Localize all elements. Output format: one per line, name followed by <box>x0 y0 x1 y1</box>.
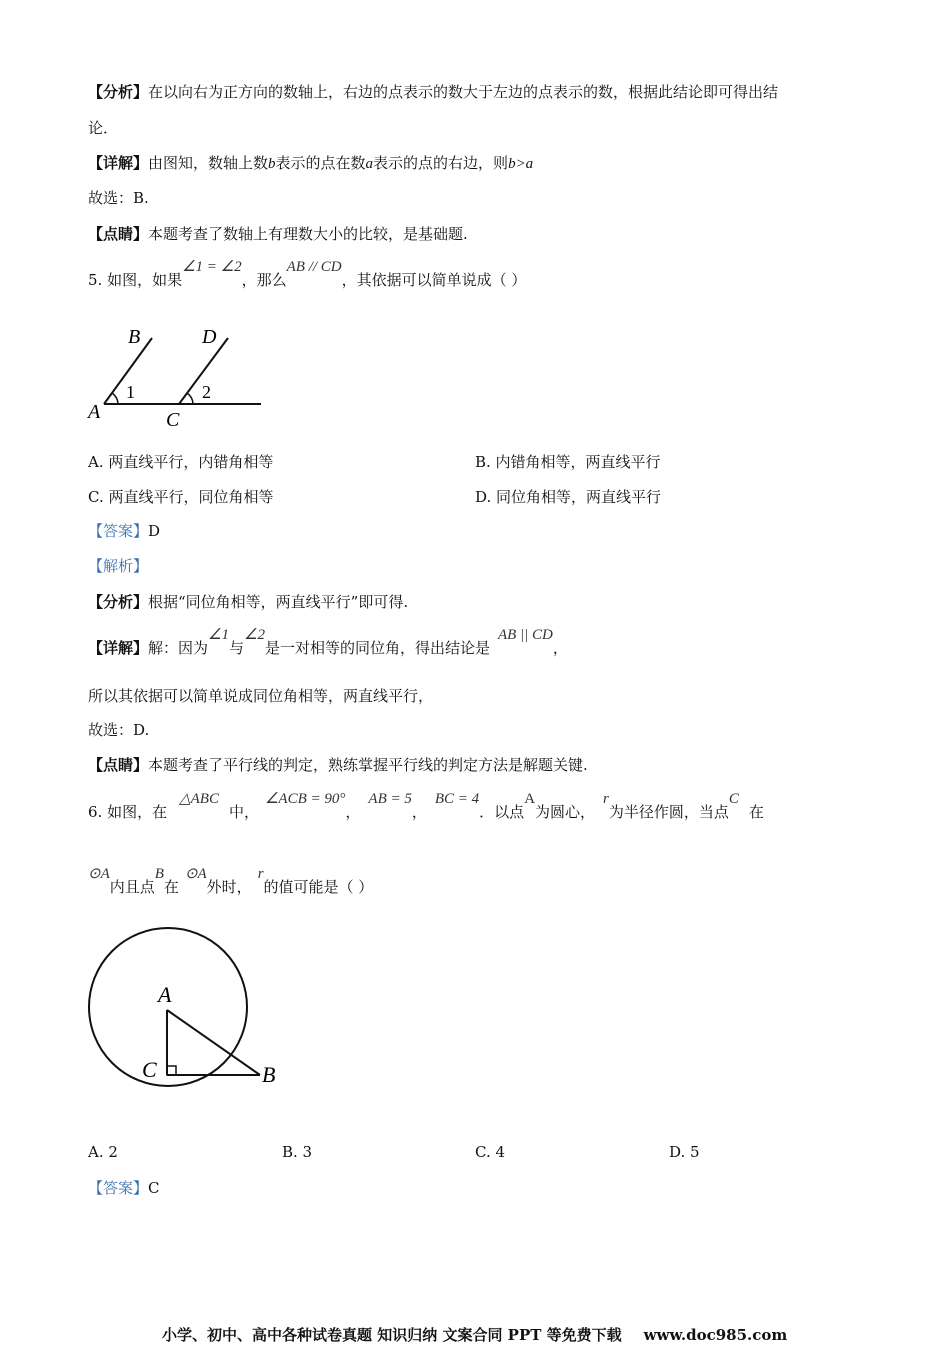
q6-option-c[interactable]: C. 4 <box>475 1143 506 1161</box>
q4-detail-mid2: 表示的点的右边，则 <box>373 154 509 172</box>
q6-answer-tag: 【答案】 <box>88 1179 149 1197</box>
q5-comment <box>88 755 588 775</box>
q4-analysis <box>88 82 778 102</box>
q6-math-b: B <box>154 866 164 882</box>
q6-stem-zai2: 在 <box>163 878 179 896</box>
q5-detail-and: 与 <box>228 639 244 657</box>
q5-math-concl: AB // CD <box>286 259 342 275</box>
q5-detail-line2: 所以其依据可以简单说成同位角相等，两直线平行， <box>88 687 434 705</box>
q5-arc-1 <box>112 393 118 404</box>
q5-label-2: 2 <box>202 382 211 402</box>
q6-math-tri: △ABC <box>179 791 219 807</box>
q4-detail-result: b>a <box>508 156 534 172</box>
q5-analysis-text: 根据“同位角相等，两直线平行”即可得. <box>148 593 409 611</box>
q5-answer-tag: 【答案】 <box>88 522 149 540</box>
q5-stem-pre: 5. 如图，如果 <box>88 271 183 289</box>
q6-math-bc: BC = 4 <box>434 791 480 807</box>
q5-math-angle2: ∠2 <box>244 627 265 643</box>
q5-stem-mid: ，那么 <box>241 271 287 289</box>
q6-comma2: ， <box>411 803 427 821</box>
q5-math-parallel: AB || CD <box>497 627 553 643</box>
q4-detail-text: 由图知，数轴上数 <box>148 154 269 172</box>
q4-detail-tag: 【详解】 <box>88 154 149 172</box>
q6-math-a: A <box>524 791 536 807</box>
q4-choose: 故选：B. <box>88 189 149 207</box>
q4-analysis-tag: 【分析】 <box>88 83 149 101</box>
q5-detail <box>88 627 568 659</box>
q5-arc-2 <box>187 393 193 404</box>
q4-var-b: b <box>268 156 276 172</box>
q6-right-angle-mark <box>167 1066 176 1075</box>
page-footer <box>162 1324 787 1345</box>
q6-math-r2: r <box>257 866 264 882</box>
q5-comment-text: 本题考查了平行线的判定，熟练掌握平行线的判定方法是解题关键. <box>148 756 588 774</box>
q6-math-circle-a: ⊙A <box>88 866 110 882</box>
q6-stem-end: 的值可能是（ ） <box>263 878 374 896</box>
footer-url[interactable]: www.doc985.com <box>643 1326 788 1344</box>
q5-label-b: B <box>128 326 141 348</box>
q6-option-d[interactable]: D. 5 <box>669 1143 700 1161</box>
q6-math-angle: ∠ACB = 90° <box>264 791 346 807</box>
q5-label-d: D <box>202 326 217 348</box>
q6-stem-zai: 在 <box>748 803 764 821</box>
q6-label-b: B <box>262 1062 276 1087</box>
q4-comment <box>88 224 468 244</box>
q5-stem-post: ，其依据可以简单说成（ ） <box>341 271 527 289</box>
q6-option-b[interactable]: B. 3 <box>282 1143 313 1161</box>
q5-option-c[interactable]: C. 两直线平行，同位角相等 <box>88 488 274 506</box>
q5-label-c: C <box>166 409 180 431</box>
q5-stem <box>88 259 527 291</box>
q5-detail-comma: ， <box>552 639 568 657</box>
q6-stem-line2 <box>88 866 374 898</box>
q5-option-d[interactable]: D. 同位角相等，两直线平行 <box>475 488 662 506</box>
q5-math-cond: ∠1 = ∠2 <box>182 259 242 275</box>
q6-math-circle-a2: ⊙A <box>184 866 207 882</box>
q4-var-a: a <box>365 156 374 172</box>
q6-label-a: A <box>158 982 172 1007</box>
q5-solution-tag: 【解析】 <box>88 557 149 575</box>
q5-detail-mid: 是一对相等的同位角，得出结论是 <box>264 639 490 657</box>
q5-choose: 故选：D. <box>88 721 150 739</box>
q5-option-a[interactable]: A. 两直线平行，内错角相等 <box>88 453 274 471</box>
q6-stem-mid: ．以点 <box>479 803 525 821</box>
q5-analysis-tag: 【分析】 <box>88 593 149 611</box>
q5-answer <box>88 521 160 541</box>
q4-detail <box>88 153 533 174</box>
q6-math-r: r <box>603 791 609 807</box>
q4-comment-tag: 【点睛】 <box>88 225 149 243</box>
q4-analysis-cont: 论． <box>88 119 119 137</box>
q4-analysis-text: 在以向右为正方向的数轴上，右边的点表示的数大于左边的点表示的数，根据此结论即可得出结 <box>148 83 779 101</box>
q6-comma1: ， <box>345 803 361 821</box>
q5-comment-tag: 【点睛】 <box>88 756 149 774</box>
q6-option-a[interactable]: A. 2 <box>88 1143 118 1161</box>
q6-stem-center: 为圆心， <box>535 803 596 821</box>
q5-analysis <box>88 592 408 612</box>
q6-answer-value: C <box>148 1179 160 1197</box>
q6-stem-inside: 内且点 <box>109 878 155 896</box>
q6-figure <box>84 925 294 1095</box>
q5-option-b[interactable]: B. 内错角相等，两直线平行 <box>475 453 661 471</box>
q6-answer <box>88 1178 160 1198</box>
q5-math-angle1: ∠1 <box>208 627 229 643</box>
footer-text: 小学、初中、高中各种试卷真题 知识归纳 文案合同 PPT 等免费下载 <box>162 1326 622 1344</box>
q5-detail-pre: 解：因为 <box>148 639 209 657</box>
q5-figure <box>86 320 271 435</box>
q6-math-ab: AB = 5 <box>368 791 412 807</box>
q5-answer-value: D <box>148 522 161 540</box>
q6-stem-zhong: 中， <box>228 803 259 821</box>
q6-stem-radius: 为半径作圆，当点 <box>608 803 729 821</box>
q6-stem <box>88 791 764 823</box>
q5-label-1: 1 <box>126 382 135 402</box>
q6-label-c: C <box>142 1057 157 1082</box>
q6-math-c: C <box>728 791 739 807</box>
q6-stem-outside: 外时， <box>206 878 252 896</box>
q6-stem-pre: 6. 如图，在 <box>88 803 168 821</box>
q4-comment-text: 本题考查了数轴上有理数大小的比较，是基础题. <box>148 225 468 243</box>
q5-label-a: A <box>88 401 101 423</box>
q5-detail-tag: 【详解】 <box>88 639 149 657</box>
q4-detail-mid: 表示的点在数 <box>275 154 366 172</box>
